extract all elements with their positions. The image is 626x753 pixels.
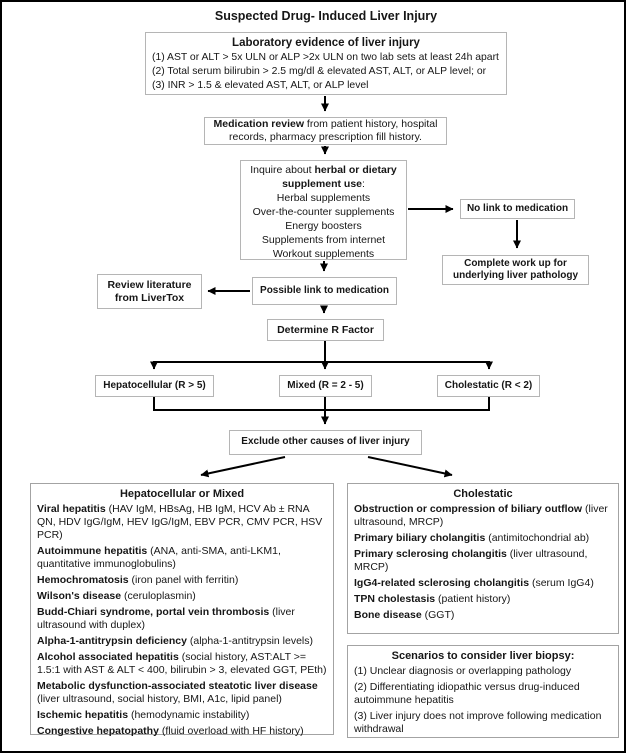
review-livertox-box: Review literature from LiverTox xyxy=(97,274,202,309)
complete-workup-box: Complete work up for underlying liver pathology xyxy=(442,255,589,285)
biopsy-scenario: (3) Liver injury does not improve following medication withdrawal xyxy=(354,710,602,735)
workup-item: Alcohol associated hepatitis (social history, AST:ALT >= 1.5:1 with AST & ALT < 400, bilirubin > 3, elevated GGT, PEth) xyxy=(37,651,327,676)
cholestatic-heading: Cholestatic xyxy=(453,488,513,500)
workup-item: Autoimmune hepatitis (ANA, anti-SMA, anti-LKM1, quantitative immunoglobulins) xyxy=(37,544,281,570)
lab-evidence-heading: Laboratory evidence of liver injury xyxy=(232,37,420,49)
workup-item: Primary sclerosing cholangitis (liver ultrasound, MRCP) xyxy=(354,548,588,573)
no-link-box: No link to medication xyxy=(460,199,575,219)
medication-review-box xyxy=(204,117,447,145)
lab-criterion-2: (2) Total serum bilirubin > 2.5 mg/dl & elevated AST, ALT, or ALP level; or xyxy=(152,66,487,78)
branch-cholestatic-box: Cholestatic (R < 2) xyxy=(437,375,540,397)
hepatocellular-mixed-panel xyxy=(30,483,334,738)
supplement-item: Herbal supplements xyxy=(276,192,371,204)
medication-review-rest: from patient history, hospital records, pharmacy prescription fill history. xyxy=(229,118,438,143)
lab-criterion-1: (1) AST or ALT > 5x ULN or ALP >2x ULN on two lab sets at least 24h apart xyxy=(152,52,499,64)
workup-item: Congestive hepatopathy (fluid overload with HF history) xyxy=(37,725,304,738)
supplement-item: Energy boosters xyxy=(285,220,362,232)
exclude-other-causes-box: Exclude other causes of liver injury xyxy=(229,430,422,455)
liver-biopsy-heading: Scenarios to consider liver biopsy: xyxy=(391,650,575,662)
biopsy-scenario: (2) Differentiating idiopathic versus drug-induced autoimmune hepatitis xyxy=(354,681,580,706)
arrow-exclude-to-chol-panel xyxy=(368,457,452,475)
cholestatic-panel xyxy=(347,483,619,634)
workup-item: Ischemic hepatitis (hemodynamic instability) xyxy=(37,709,250,722)
lab-criterion-3: (3) INR > 1.5 & elevated AST, ALT, or ALP level xyxy=(152,80,369,92)
workup-item: Wilson's disease (ceruloplasmin) xyxy=(37,589,196,602)
lab-evidence-box xyxy=(145,32,507,95)
medication-review-bold: Medication review xyxy=(213,118,304,131)
possible-link-box: Possible link to medication xyxy=(252,277,397,305)
determine-r-factor-box: Determine R Factor xyxy=(267,319,384,341)
workup-item: Bone disease (GGT) xyxy=(354,609,455,622)
supplement-heading-bold: herbal or dietary supplement use xyxy=(282,164,397,190)
workup-item: Metabolic dysfunction-associated steatotic liver disease (liver ultrasound, social history, BMI, A1c, lipid panel) xyxy=(37,680,318,705)
branch-hepatocellular-box: Hepatocellular (R > 5) xyxy=(95,375,214,397)
supplement-heading-prefix: Inquire about xyxy=(250,164,315,176)
workup-item: Alpha-1-antitrypsin deficiency (alpha-1-antitrypsin levels) xyxy=(37,635,314,647)
supplement-heading-suffix: : xyxy=(362,178,365,190)
supplement-heading xyxy=(246,163,401,191)
workup-item: Viral hepatitis (HAV IgM, HBsAg, HB IgM, HCV Ab ± RNA QN, HDV IgG/IgM, HEV IgG/IgM, EBV PCR, CMV PCR, HSV PCR) xyxy=(37,502,323,541)
biopsy-scenario: (1) Unclear diagnosis or overlapping pathology xyxy=(354,664,572,677)
supplement-item: Supplements from internet xyxy=(261,234,386,246)
medication-review-text xyxy=(209,118,442,144)
supplement-item: Workout supplements xyxy=(272,248,375,260)
branch-mixed-box: Mixed (R = 2 - 5) xyxy=(279,375,372,397)
workup-item: Primary biliary cholangitis (antimitochondrial ab) xyxy=(354,531,590,544)
workup-item: TPN cholestasis (patient history) xyxy=(354,593,511,606)
liver-biopsy-panel xyxy=(347,645,619,738)
supplement-inquiry-box xyxy=(240,160,407,260)
workup-item: Hemochromatosis (iron panel with ferritin) xyxy=(37,573,239,586)
hepatocellular-mixed-heading: Hepatocellular or Mixed xyxy=(119,488,245,500)
workup-item: Budd-Chiari syndrome, portal vein thrombosis (liver ultrasound with duplex) xyxy=(37,606,295,631)
supplement-item: Over-the-counter supplements xyxy=(252,206,395,218)
arrow-exclude-to-hep-panel xyxy=(201,457,285,475)
page-title: Suspected Drug- Induced Liver Injury xyxy=(214,9,438,23)
workup-item: IgG4-related sclerosing cholangitis (serum IgG4) xyxy=(354,577,594,589)
workup-item: Obstruction or compression of biliary outflow (liver ultrasound, MRCP) xyxy=(354,502,608,528)
